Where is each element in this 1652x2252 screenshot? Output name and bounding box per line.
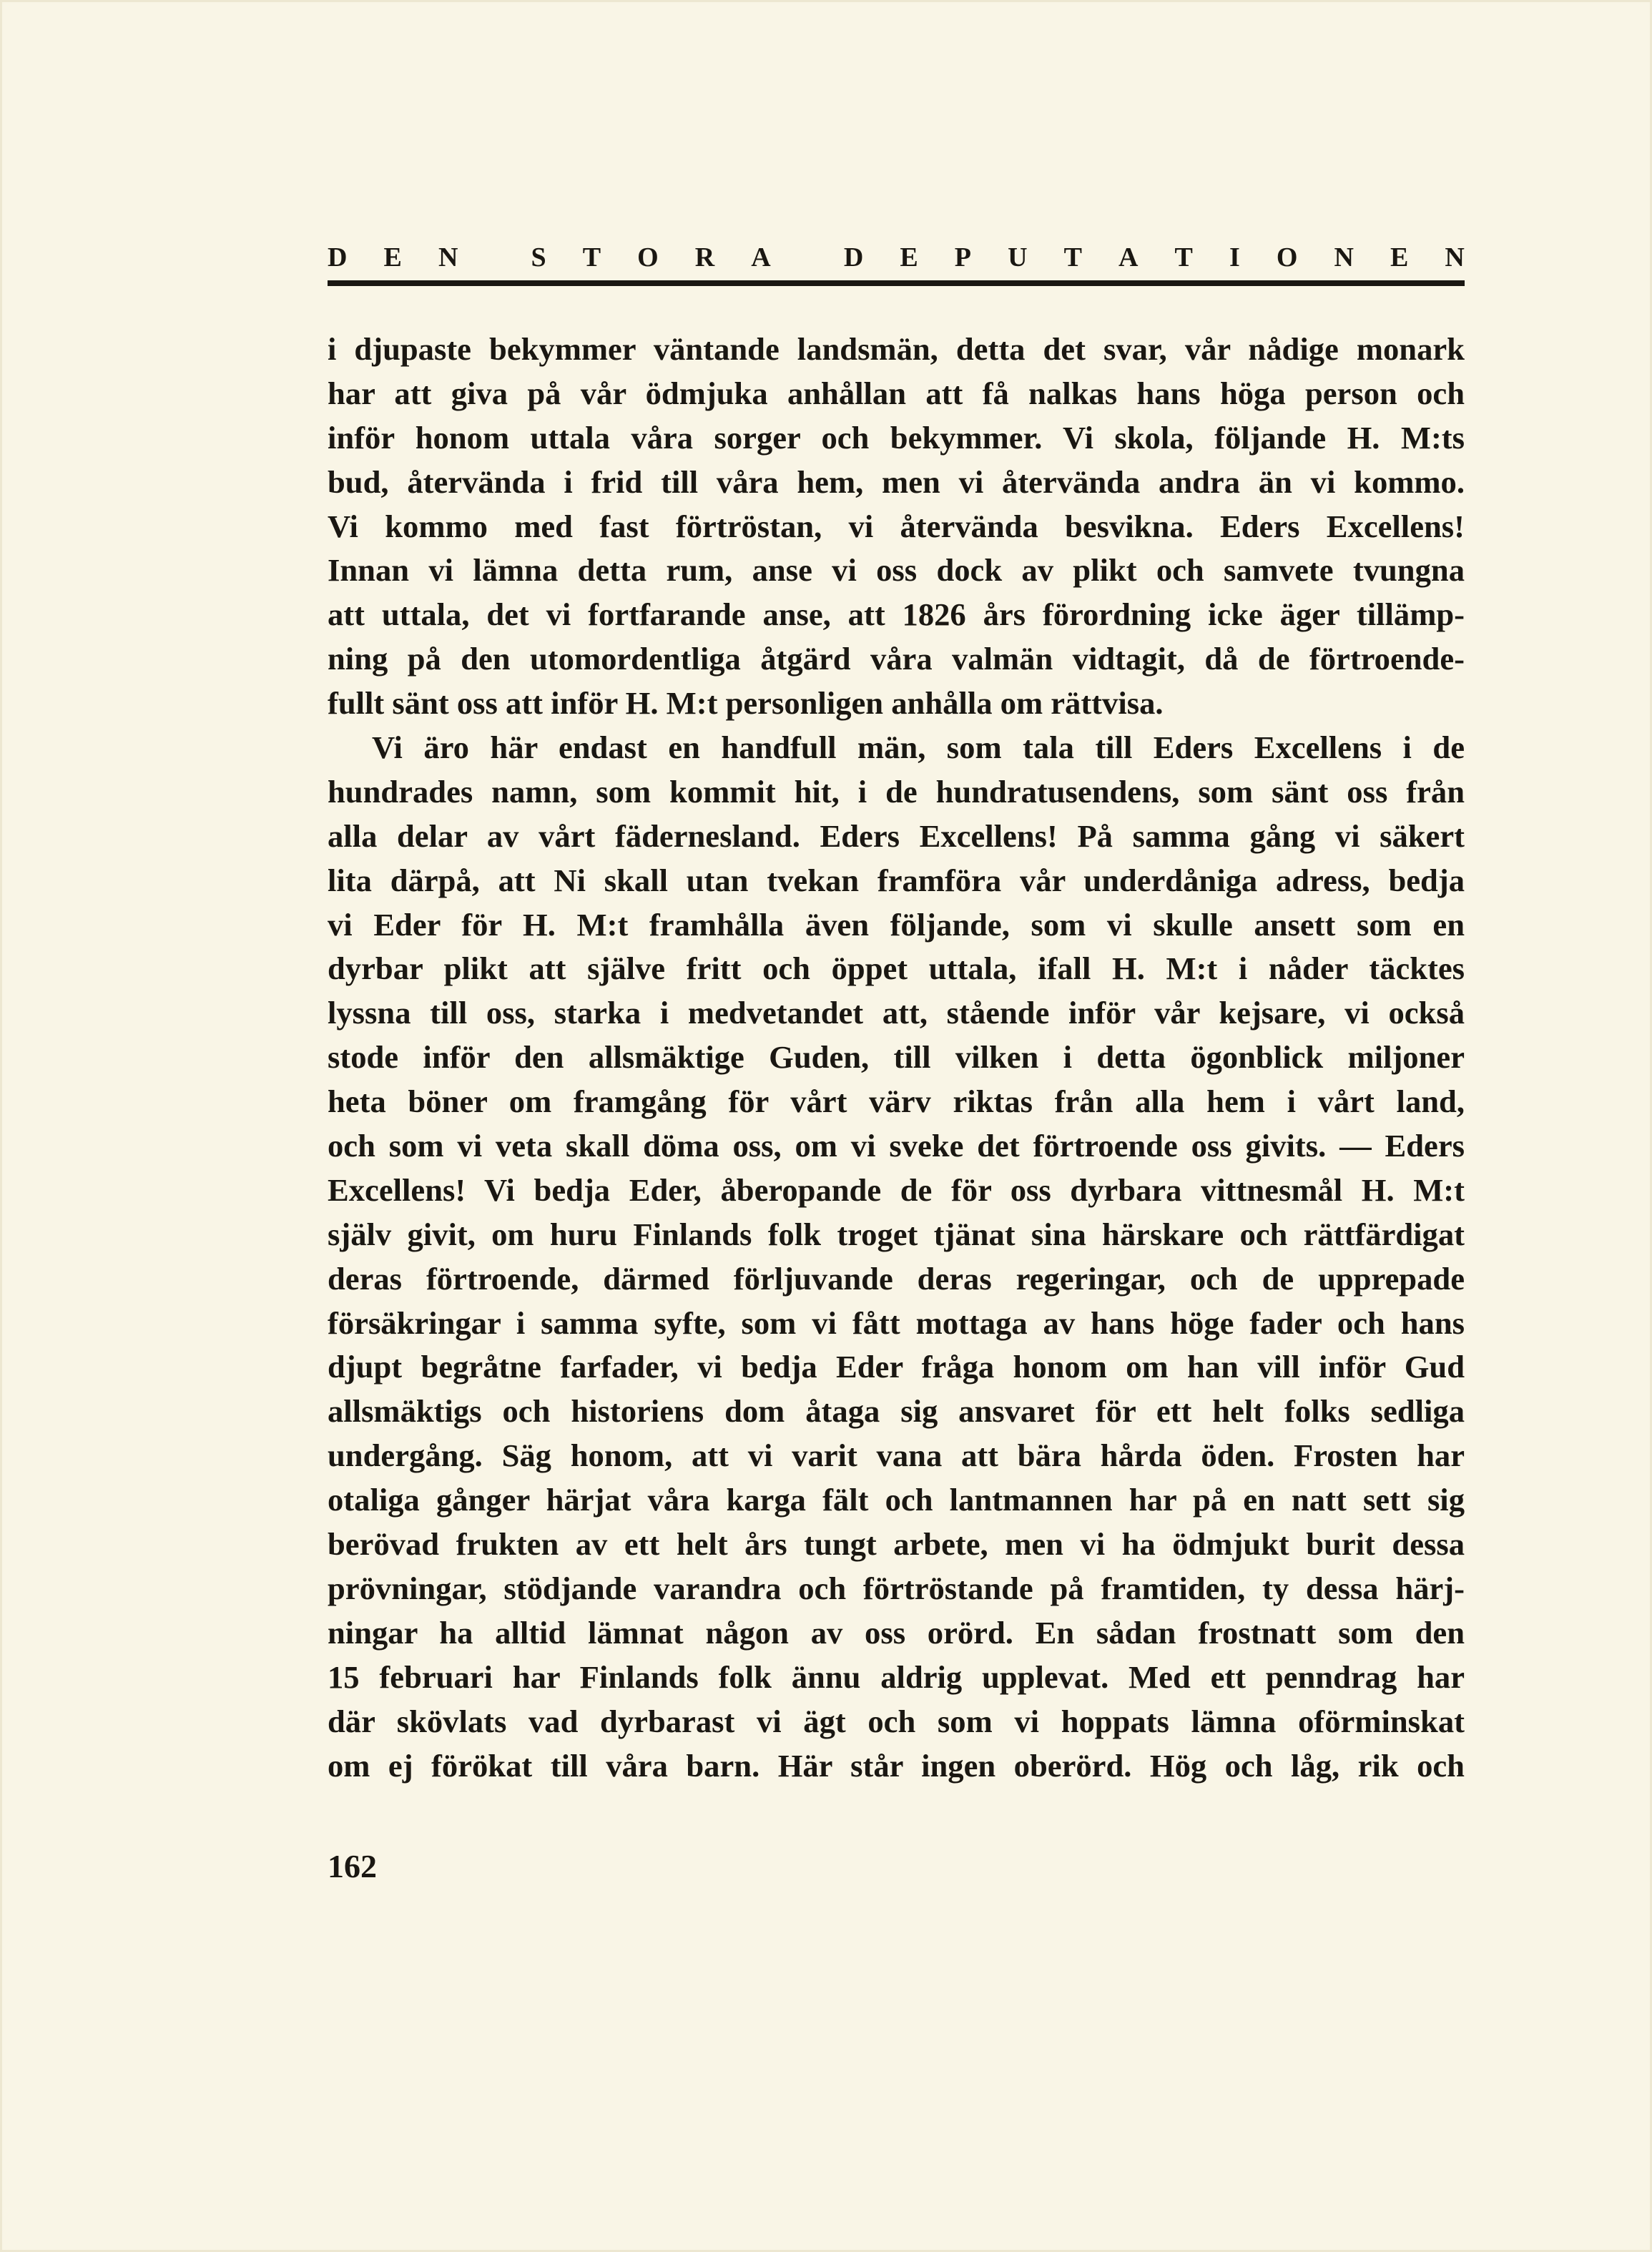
text-line: berövad frukten av ett helt års tungt arbete, men vi ha ödmjukt burit dessa: [328, 1526, 1465, 1563]
text-line: alla delar av vårt fäderneslаnd. Eders Excellens! På samma gång vi säkert: [328, 817, 1465, 854]
text-line: om ej förökat till våra barn. Här står ingen oberörd. Hög och låg, rik och: [328, 1747, 1465, 1784]
text-line: stode inför den allsmäktige Guden, till vilken i detta ögonblick miljoner: [328, 1039, 1465, 1076]
text-line: Innan vi lämna detta rum, anse vi oss dock av plikt och samvete tvungna: [328, 552, 1465, 589]
header-letter: E: [1390, 242, 1409, 272]
page-number: 162: [328, 1848, 377, 1884]
text-line: hundrades namn, som kommit hit, i de hundratusendens, som sänt oss från: [328, 773, 1465, 810]
header-letter: A: [1118, 242, 1139, 272]
text-line: lita därpå, att Ni skall utan tvekan framföra vår underdåniga adress, bedja: [328, 862, 1465, 898]
text-line: bud, återvända i frid till våra hem, men vi återvända andra än vi kommo.: [328, 463, 1465, 500]
header-letter: N: [438, 242, 458, 272]
header-letter: T: [1063, 242, 1082, 272]
text-line: har att giva på vår ödmjuka anhållan att få nalkas hans höga person och: [328, 375, 1465, 411]
running-header: [328, 238, 1465, 277]
header-letter: R: [694, 242, 715, 272]
header-letter: E: [383, 242, 402, 272]
text-line: otaliga gånger härjat våra karga fält och lantmannen har på en natt sett sig: [328, 1482, 1465, 1518]
text-line: försäkringar i samma syfte, som vi fått mottaga av hans höge fader och hans: [328, 1304, 1465, 1341]
text-line: fullt sänt oss att inför H. M:t personligen anhålla om rättvisa.: [328, 685, 1164, 722]
text-line: deras förtroende, därmed förljuvande deras regeringar, och de upprepade: [328, 1260, 1465, 1297]
text-line: 15 februari har Finlands folk ännu aldrig upplevat. Med ett penndrag har: [328, 1658, 1465, 1695]
text-line: Vi äro här endast en handfull män, som tala till Eders Excellens i de: [372, 729, 1465, 766]
text-line: dyrbar plikt att själve fritt och öppet uttala, ifall H. M:t i nåder täcktes: [328, 950, 1465, 987]
header-letter: O: [637, 242, 659, 272]
text-line: undergång. Säg honom, att vi varit vana att bära hårda öden. Frosten har: [328, 1437, 1465, 1474]
text-line: själv givit, om huru Finlands folk troget tjänat sina härskare och rättfärdigat: [328, 1216, 1465, 1252]
header-letter: I: [1229, 242, 1240, 272]
text-line: och som vi veta skall döma oss, om vi sveke det förtroende oss givits. — Eders: [328, 1128, 1465, 1164]
text-line: allsmäktigs och historiens dom åtaga sig ansvaret för ett helt folks sedliga: [328, 1393, 1465, 1430]
header-letter: N: [1445, 242, 1465, 272]
header-letter: P: [954, 242, 972, 272]
text-line: ning på den utomordentliga åtgärd våra valmän vidtagit, då de förtroende-: [328, 641, 1465, 677]
text-line: där skövlats vad dyrbarast vi ägt och som vi hoppats lämna oförminskat: [328, 1703, 1465, 1739]
header-letter: T: [582, 242, 601, 272]
header-letter: D: [843, 242, 864, 272]
header-letter: T: [1174, 242, 1193, 272]
text-line: inför honom uttala våra sorger och bekymmer. Vi skola, följande H. M:ts: [328, 419, 1465, 456]
text-line: heta böner om framgång för vårt värv riktas från alla hem i vårt land,: [328, 1083, 1465, 1120]
text-line: prövningar, stödjande varandra och förtröstande på framtiden, ty dessa härj-: [328, 1570, 1465, 1606]
text-line: Excellens! Vi bedja Eder, åberopande de för oss dyrbara vittnesmål H. M:t: [328, 1171, 1465, 1208]
text-line: Vi kommo med fast förtröstan, vi återvända besvikna. Eders Excellens!: [328, 508, 1465, 544]
text-line: vi Eder för H. M:t framhålla även följande, som vi skulle ansett som en: [328, 906, 1465, 943]
header-letter: S: [531, 242, 546, 272]
header-letter: E: [900, 242, 918, 272]
header-rule: [328, 280, 1465, 286]
text-line: ningar ha alltid lämnat någon av oss orörd. En sådan frostnatt som den: [328, 1614, 1465, 1651]
header-letter: A: [751, 242, 771, 272]
body-text: [328, 328, 1465, 1788]
text-line: lyssna till oss, starka i medvetandet att, stående inför vår kejsare, vi också: [328, 995, 1465, 1031]
text-line: i djupaste bekymmer väntande landsmän, detta det svar, vår nådige monark: [328, 331, 1465, 367]
header-letter: D: [328, 242, 348, 272]
header-letter: O: [1276, 242, 1298, 272]
text-line: djupt begråtne farfader, vi bedja Eder fråga honom om han vill inför Gud: [328, 1349, 1465, 1385]
text-line: att uttala, det vi fortfarande anse, att 1826 års förordning icke äger tillämp-: [328, 596, 1465, 633]
header-letter: U: [1008, 242, 1028, 272]
header-letter: N: [1334, 242, 1354, 272]
